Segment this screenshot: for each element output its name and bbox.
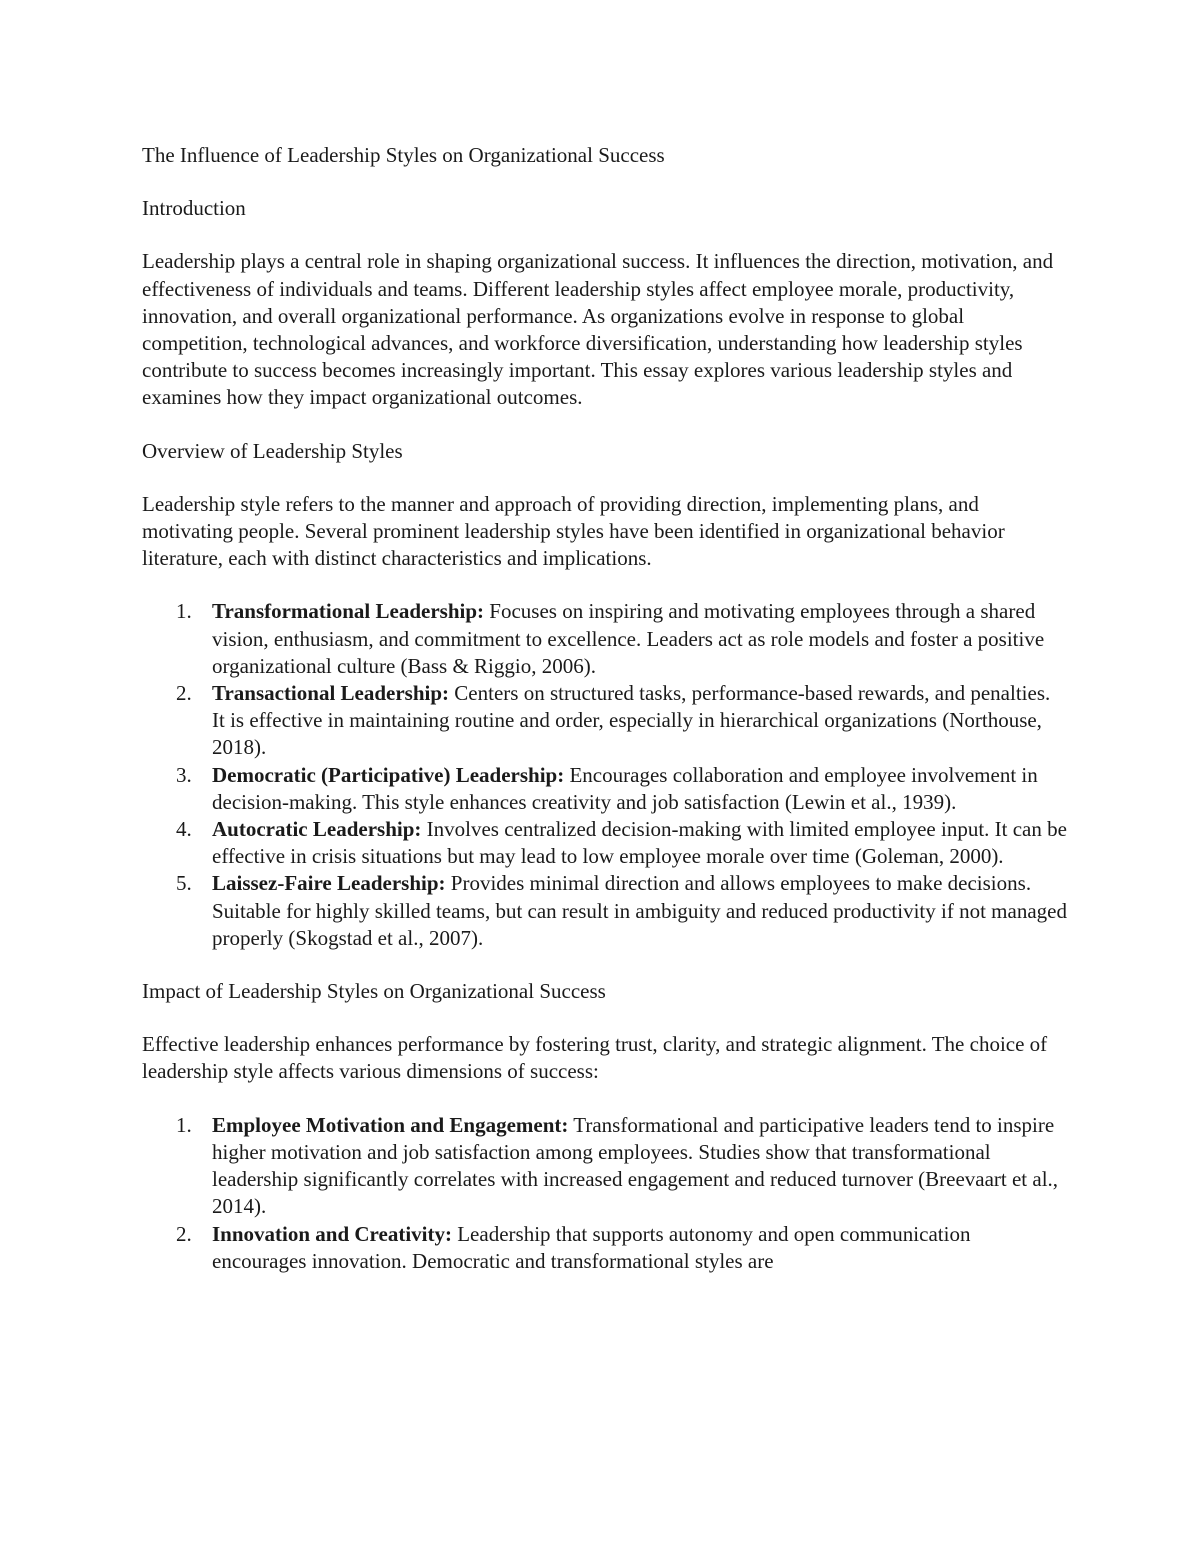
list-item-number: 1. <box>176 599 192 624</box>
list-item-term: Democratic (Participative) Leadership: <box>212 762 565 787</box>
introduction-paragraph: Leadership plays a central role in shaping organizational success. It influences the direction, motivation, and effectiveness of individuals and teams. Different leadership styles affect employee morale, productivity, innovation, and overall organizational performance. As organizations evolve in response to global competition, technological advances, and workforce diversification, understanding how leadership styles contribute to success becomes increasingly important. This essay explores various leadership styles and examines how they impact organizational outcomes. <box>142 249 1054 410</box>
list-item-term: Employee Motivation and Engagement: <box>212 1112 569 1137</box>
document-page <box>142 142 1067 1301</box>
overview-paragraph: Leadership style refers to the manner and approach of providing direction, implementing plans, and motivating people. Several prominent leadership styles have been identified in organizational behavior literature, each with distinct characteristics and implications. <box>142 491 1005 571</box>
list-item-number: 4. <box>176 817 192 842</box>
list-item-text: Transformational and participative leaders tend to inspire higher motivation and job satisfaction among employees. Studies show that transformational leadership significantly correlates with increased engagement and reduced turnover (Breevaart et al., 2014). <box>212 1112 1059 1219</box>
list-item <box>142 1221 1067 1275</box>
list-item-term: Innovation and Creativity: <box>212 1221 452 1246</box>
impact-paragraph: Effective leadership enhances performance by fostering trust, clarity, and strategic alignment. The choice of leadership style affects various dimensions of success: <box>142 1032 1048 1084</box>
list-item-number: 5. <box>176 871 192 896</box>
list-item-term: Laissez-Faire Leadership: <box>212 871 446 896</box>
list-item <box>142 762 1067 816</box>
list-item <box>142 816 1067 870</box>
list-item-number: 3. <box>176 762 192 787</box>
list-item-text: Involves centralized decision-making with limited employee input. It can be effective in crisis situations but may lead to low employee morale over time (Goleman, 2000). <box>212 817 1067 869</box>
list-item <box>142 680 1067 762</box>
document-title: The Influence of Leadership Styles on Organizational Success <box>142 143 665 167</box>
leadership-styles-list <box>142 598 1067 952</box>
list-item-text: Focuses on inspiring and motivating employees through a shared vision, enthusiasm, and commitment to excellence. Leaders act as role models and foster a positive organizational culture (Bass & Riggio, 2006). <box>212 599 1045 678</box>
list-item-term: Transformational Leadership: <box>212 599 485 624</box>
section-heading-introduction: Introduction <box>142 196 246 221</box>
list-item <box>142 1112 1067 1221</box>
list-item-text: Encourages collaboration and employee involvement in decision-making. This style enhances creativity and job satisfaction (Lewin et al., 1939). <box>212 762 1038 814</box>
list-item-term: Transactional Leadership: <box>212 681 450 706</box>
list-item-text: Centers on structured tasks, performance-based rewards, and penalties. It is effective in maintaining routine and order, especially in hierarchical organizations (Northouse, 2018). <box>212 681 1051 760</box>
list-item-term: Autocratic Leadership: <box>212 817 422 842</box>
section-heading-overview: Overview of Leadership Styles <box>142 438 403 463</box>
impact-list <box>142 1112 1067 1275</box>
list-item-text: Leadership that supports autonomy and open communication encourages innovation. Democratic and transformational styles are <box>212 1221 971 1273</box>
list-item-number: 2. <box>176 681 192 706</box>
list-item-text: Provides minimal direction and allows employees to make decisions. Suitable for highly skilled teams, but can result in ambiguity and reduced productivity if not managed properly (Skogstad et al., 2007). <box>212 871 1067 950</box>
list-item-number: 2. <box>176 1221 192 1246</box>
list-item <box>142 598 1067 680</box>
section-heading-impact: Impact of Leadership Styles on Organizational Success <box>142 979 606 1004</box>
list-item-number: 1. <box>176 1112 192 1137</box>
list-item <box>142 870 1067 952</box>
